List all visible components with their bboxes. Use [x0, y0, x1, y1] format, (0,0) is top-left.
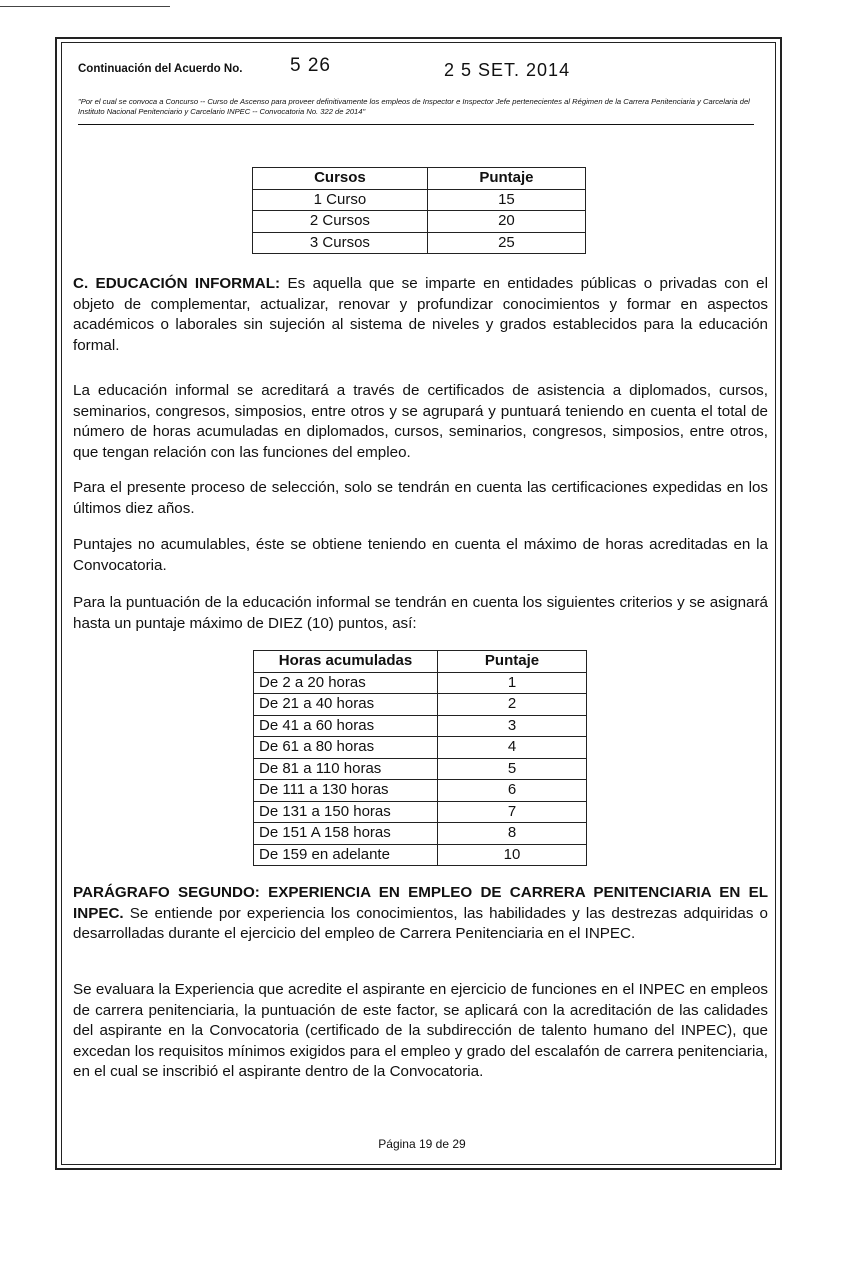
table-row	[254, 801, 587, 823]
score-cell: 15	[427, 189, 585, 211]
section-heading: PARÁGRAFO SEGUNDO: EXPERIENCIA EN EMPLEO DE CARRERA PENITENCIARIA EN EL INPEC.	[73, 884, 768, 922]
hours-cell: De 41 a 60 horas	[254, 715, 438, 737]
table-row	[254, 737, 587, 759]
informal-education-definition	[73, 274, 768, 356]
courses-cell: 2 Cursos	[253, 211, 428, 233]
header-rule	[78, 124, 754, 125]
table-row	[253, 232, 586, 254]
column-header-hours: Horas acumuladas	[254, 651, 438, 673]
hours-cell: De 61 a 80 horas	[254, 737, 438, 759]
table-row	[254, 844, 587, 866]
agreement-number: 5 26	[290, 55, 331, 76]
table-row	[254, 758, 587, 780]
section-heading: C. EDUCACIÓN INFORMAL:	[73, 275, 281, 292]
paragraph-text: Puntajes no acumulables, éste se obtiene teniendo en cuenta el máximo de horas acreditadas en la Convocatoria.	[73, 536, 768, 574]
hours-cell: De 131 a 150 horas	[254, 801, 438, 823]
hours-cell: De 159 en adelante	[254, 844, 438, 866]
score-cell: 20	[427, 211, 585, 233]
top-edge-line	[0, 6, 170, 7]
score-cell: 5	[438, 758, 587, 780]
experience-definition	[73, 883, 768, 945]
paragraph-text: Para la puntuación de la educación informal se tendrán en cuenta los siguientes criterios y se asignará hasta un puntaje máximo de DIEZ (10) puntos, así:	[73, 594, 768, 632]
hours-cell: De 2 a 20 horas	[254, 672, 438, 694]
paragraph-text: Se entiende por experiencia los conocimientos, las habilidades y las destrezas adquiridas o desarrolladas durante el ejercicio del empleo de Carrera Penitenciaria en el INPEC.	[73, 904, 768, 942]
hours-cell: De 151 A 158 horas	[254, 823, 438, 845]
agreement-label: Continuación del Acuerdo No.	[78, 63, 243, 75]
hours-cell: De 111 a 130 horas	[254, 780, 438, 802]
table-row	[253, 189, 586, 211]
table-row	[253, 211, 586, 233]
score-cell: 1	[438, 672, 587, 694]
hours-score-table	[253, 650, 587, 866]
score-cell: 2	[438, 694, 587, 716]
date-stamp: 2 5 SET. 2014	[444, 60, 571, 80]
table-row	[254, 780, 587, 802]
courses-score-table	[252, 167, 586, 254]
paragraph-text: Se evaluara la Experiencia que acredite el aspirante en ejercicio de funciones en el INPEC en empleos de carrera penitenciaria, la puntuación de este factor, se aplicará con la acreditación de las calidades del aspirante en la Convocatoria (certificado de la subdirección de talento humano del INPEC), que excedan los requisitos mínimos exigidos para el empleo y grado del escalafón de carrera penitenciaria, en el cual se inscribió el aspirante dentro de la Convocatoria.	[73, 981, 768, 1080]
score-cell: 10	[438, 844, 587, 866]
paragraph-text: La educación informal se acreditará a través de certificados de asistencia a diplomados, cursos, seminarios, congresos, simposios, entre otros y se agrupará y puntuará teniendo en cuenta el total de número de horas acumuladas en diplomados, cursos, seminarios, congresos, simposios, entre otros, que tengan relación con las funciones del empleo.	[73, 382, 768, 461]
table-row	[254, 694, 587, 716]
score-cell: 8	[438, 823, 587, 845]
column-header-score: Puntaje	[427, 168, 585, 190]
table-row	[254, 672, 587, 694]
hours-cell: De 21 a 40 horas	[254, 694, 438, 716]
table-row	[254, 823, 587, 845]
paragraph-text: Es aquella que se imparte en entidades públicas o privadas con el objeto de complementar, actualizar, renovar y profundizar conocimientos y formar en aspectos académicos o laborales sin sujeción al sistema de niveles y grados establecidos para la educación formal.	[73, 275, 768, 354]
score-cell: 6	[438, 780, 587, 802]
score-cell: 7	[438, 801, 587, 823]
agreement-reference: "Por el cual se convoca a Concurso -- Curso de Ascenso para proveer definitivamente los empleos de Inspector e Inspector Jefe pertenecientes al Régimen de la Carrera Penitenciaria y Carcelaria del Instituto Nacional Penitenciario y Carcelario INPEC -- Convocatoria No. 322 de 2014"	[78, 97, 750, 116]
score-cell: 25	[427, 232, 585, 254]
hours-cell: De 81 a 110 horas	[254, 758, 438, 780]
page-number: Página 19 de 29	[378, 1137, 466, 1151]
courses-cell: 1 Curso	[253, 189, 428, 211]
column-header-courses: Cursos	[253, 168, 428, 190]
courses-cell: 3 Cursos	[253, 232, 428, 254]
score-cell: 4	[438, 737, 587, 759]
score-cell: 3	[438, 715, 587, 737]
paragraph-text: Para el presente proceso de selección, solo se tendrán en cuenta las certificaciones expedidas en los últimos diez años.	[73, 479, 768, 517]
table-row	[254, 715, 587, 737]
column-header-score: Puntaje	[438, 651, 587, 673]
